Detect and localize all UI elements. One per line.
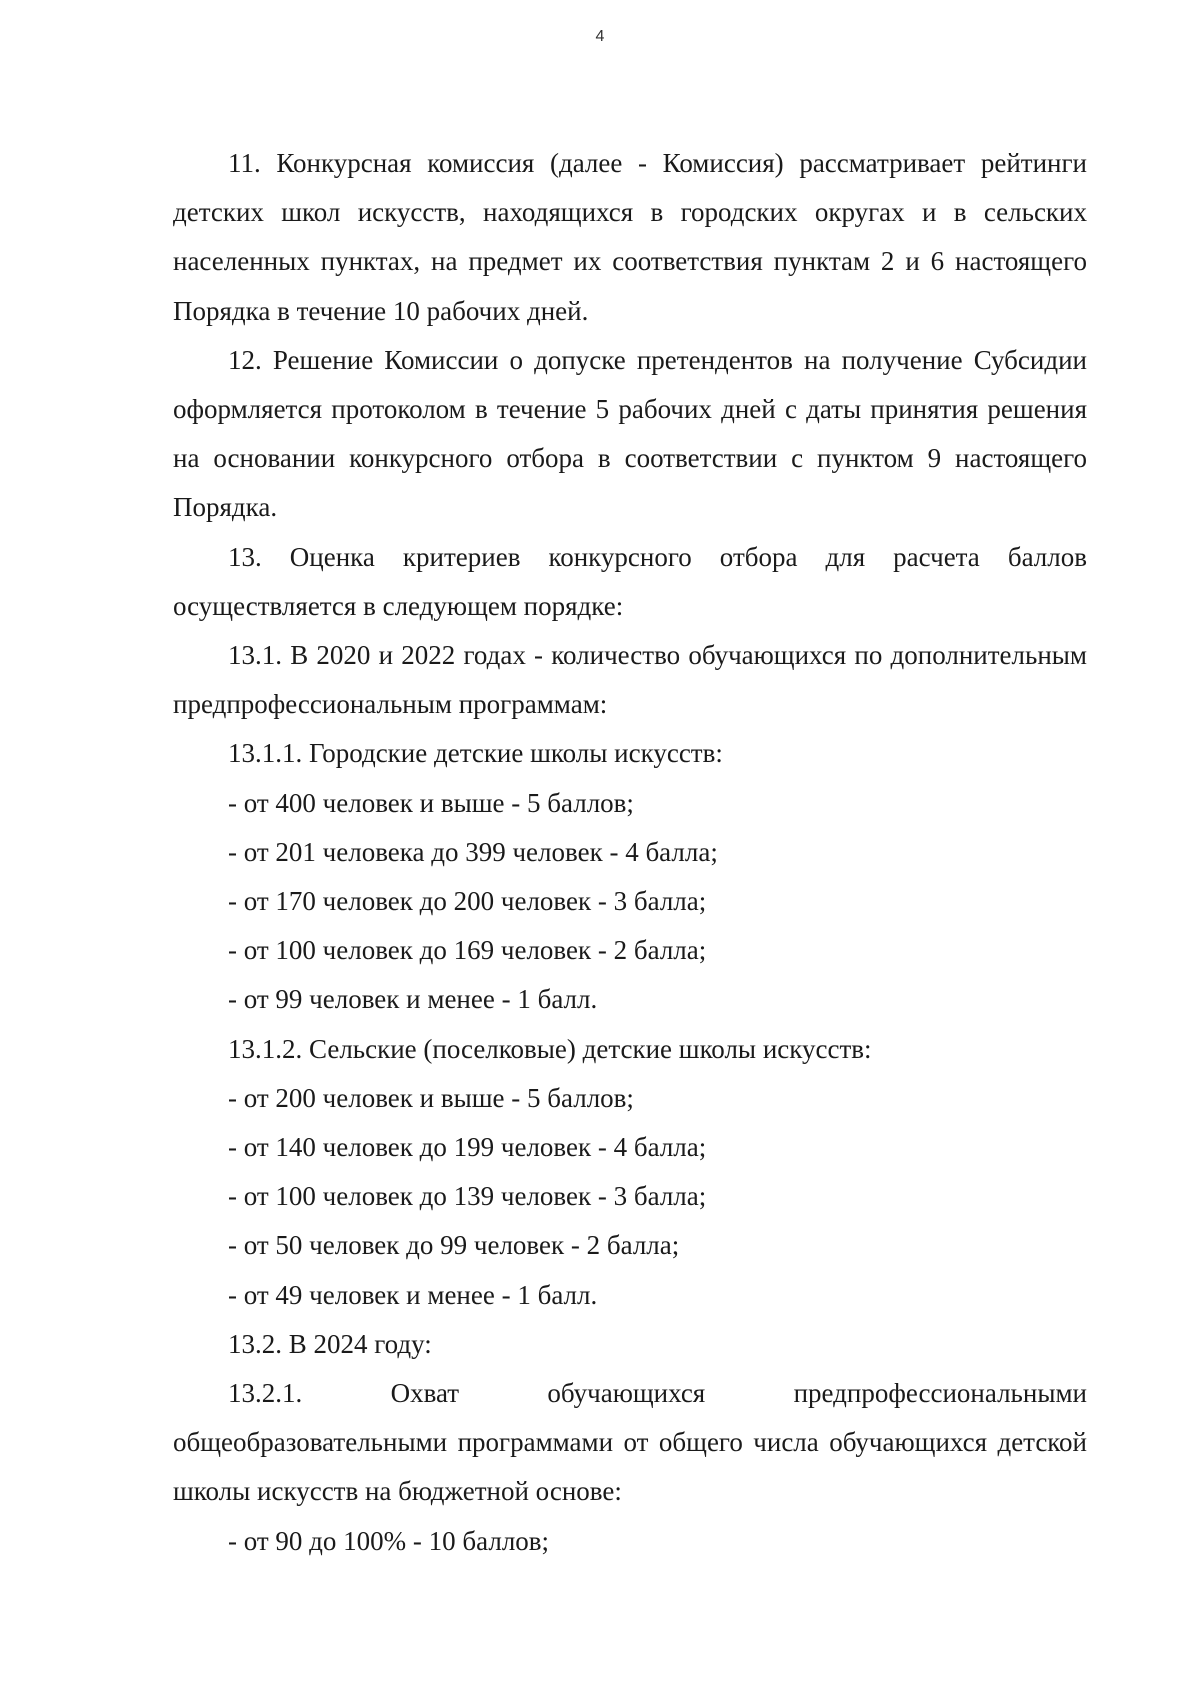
list-item: - от 90 до 100% - 10 баллов; bbox=[228, 1525, 550, 1556]
list-item: - от 99 человек и менее - 1 балл. bbox=[228, 984, 598, 1015]
paragraph-13-1: 13.1. В 2020 и 2022 годах - количество обучающихся по дополнительным предпрофессиональным программам: bbox=[173, 640, 1087, 720]
list-item: - от 100 человек до 139 человек - 3 балла; bbox=[228, 1181, 707, 1212]
subheading-13-1-1: 13.1.1. Городские детские школы искусств: bbox=[228, 738, 723, 769]
paragraph-12: 12. Решение Комиссии о допуске претендентов на получение Субсидии оформляется протоколом в течение 5 рабочих дней с даты принятия решения на основании конкурсного отбора в соответствии с пунктом 9 настоящего Порядка. bbox=[173, 344, 1087, 523]
paragraph-11: 11. Конкурсная комиссия (далее - Комиссия) рассматривает рейтинги детских школ искусств, находящихся в городских округах и в сельских населенных пунктах, на предмет их соответствия пунктам 2 и 6 настоящего Порядка в течение 10 рабочих дней. bbox=[173, 148, 1087, 326]
page-number: 4 bbox=[595, 28, 605, 45]
paragraph-13-2-1: 13.2.1. Охват обучающихся предпрофессиональными общеобразовательными программами от общего числа обучающихся детской школы искусств на бюджетной основе: bbox=[173, 1378, 1087, 1507]
document-body bbox=[173, 139, 1087, 1566]
paragraph-13: 13. Оценка критериев конкурсного отбора для расчета баллов осуществляется в следующем порядке: bbox=[173, 541, 1087, 621]
list-item: - от 200 человек и выше - 5 баллов; bbox=[228, 1082, 634, 1113]
list-item: - от 49 человек и менее - 1 балл. bbox=[228, 1279, 598, 1310]
subheading-13-1-2: 13.1.2. Сельские (поселковые) детские школы искусств: bbox=[228, 1033, 872, 1064]
list-item: - от 100 человек до 169 человек - 2 балла; bbox=[228, 935, 707, 966]
list-item: - от 50 человек до 99 человек - 2 балла; bbox=[228, 1230, 680, 1261]
subheading-13-2: 13.2. В 2024 году: bbox=[228, 1328, 432, 1359]
list-item: - от 170 человек до 200 человек - 3 балла; bbox=[228, 886, 707, 917]
list-item: - от 140 человек до 199 человек - 4 балла; bbox=[228, 1132, 707, 1163]
list-item: - от 201 человека до 399 человек - 4 балла; bbox=[228, 836, 718, 867]
list-item: - от 400 человек и выше - 5 баллов; bbox=[228, 787, 634, 818]
